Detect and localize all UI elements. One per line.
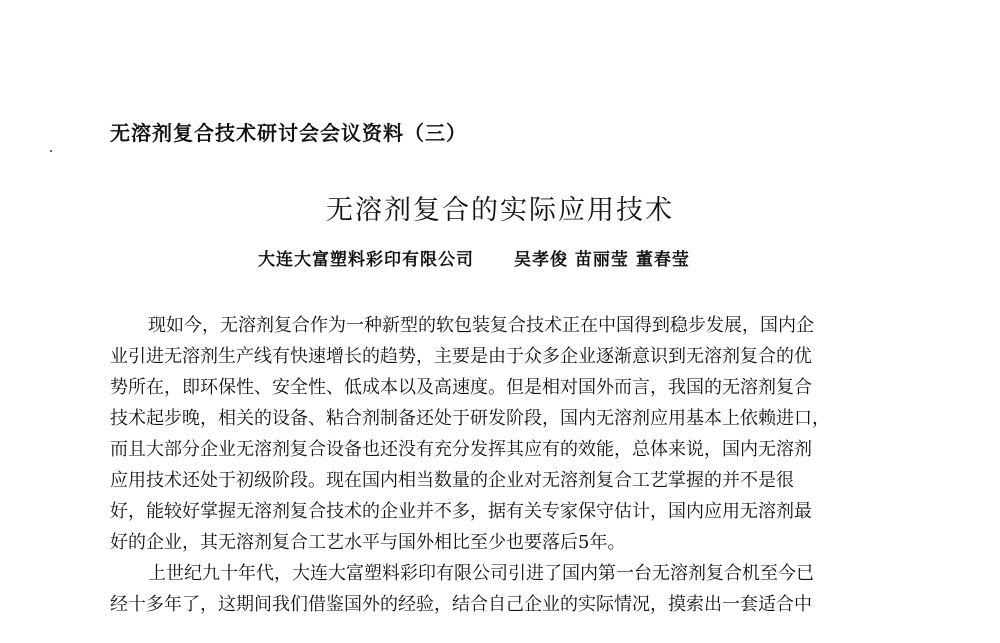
text-line: 势所在，即环保性、安全性、低成本以及高速度。但是相对国外而言，我国的无溶剂复合 [110,377,812,398]
paragraph [110,558,910,620]
byline-company: 大连大富塑料彩印有限公司 [258,250,474,270]
text-line: 而且大部分企业无溶剂复合设备也还没有充分发挥其应有的效能，总体来说，国内无溶剂 [110,439,812,460]
series-title: 无溶剂复合技术研讨会会议资料（三） [110,121,467,145]
text-line: 经十多年了，这期间我们借鉴国外的经验，结合自己企业的实际情况，摸索出一套适合中 [110,594,812,615]
text-line: 好的企业，其无溶剂复合工艺水平与国外相比至少也要落后5年。 [110,532,626,553]
text-line: 业引进无溶剂生产线有快速增长的趋势，主要是由于众多企业逐渐意识到无溶剂复合的优 [110,346,812,367]
article-title: 无溶剂复合的实际应用技术 [326,195,674,226]
text-line: 好，能较好掌握无溶剂复合技术的企业并不多，据有关专家保守估计，国内应用无溶剂最 [110,501,812,522]
text-line: 技术起步晚，相关的设备、粘合剂制备还处于研发阶段，国内无溶剂应用基本上依赖进口， [110,408,830,429]
article-body [110,310,910,620]
paragraph [110,310,910,558]
byline [258,245,690,270]
scan-speck [50,150,52,152]
byline-authors: 吴孝俊 苗丽莹 董春莹 [514,250,690,270]
text-line: 应用技术还处于初级阶段。现在国内相当数量的企业对无溶剂复合工艺掌握的并不是很 [110,470,794,491]
text-line: 现如今，无溶剂复合作为一种新型的软包装复合技术正在中国得到稳步发展，国内企 [148,315,814,336]
text-line: 上世纪九十年代，大连大富塑料彩印有限公司引进了国内第一台无溶剂复合机至今已 [148,563,814,584]
